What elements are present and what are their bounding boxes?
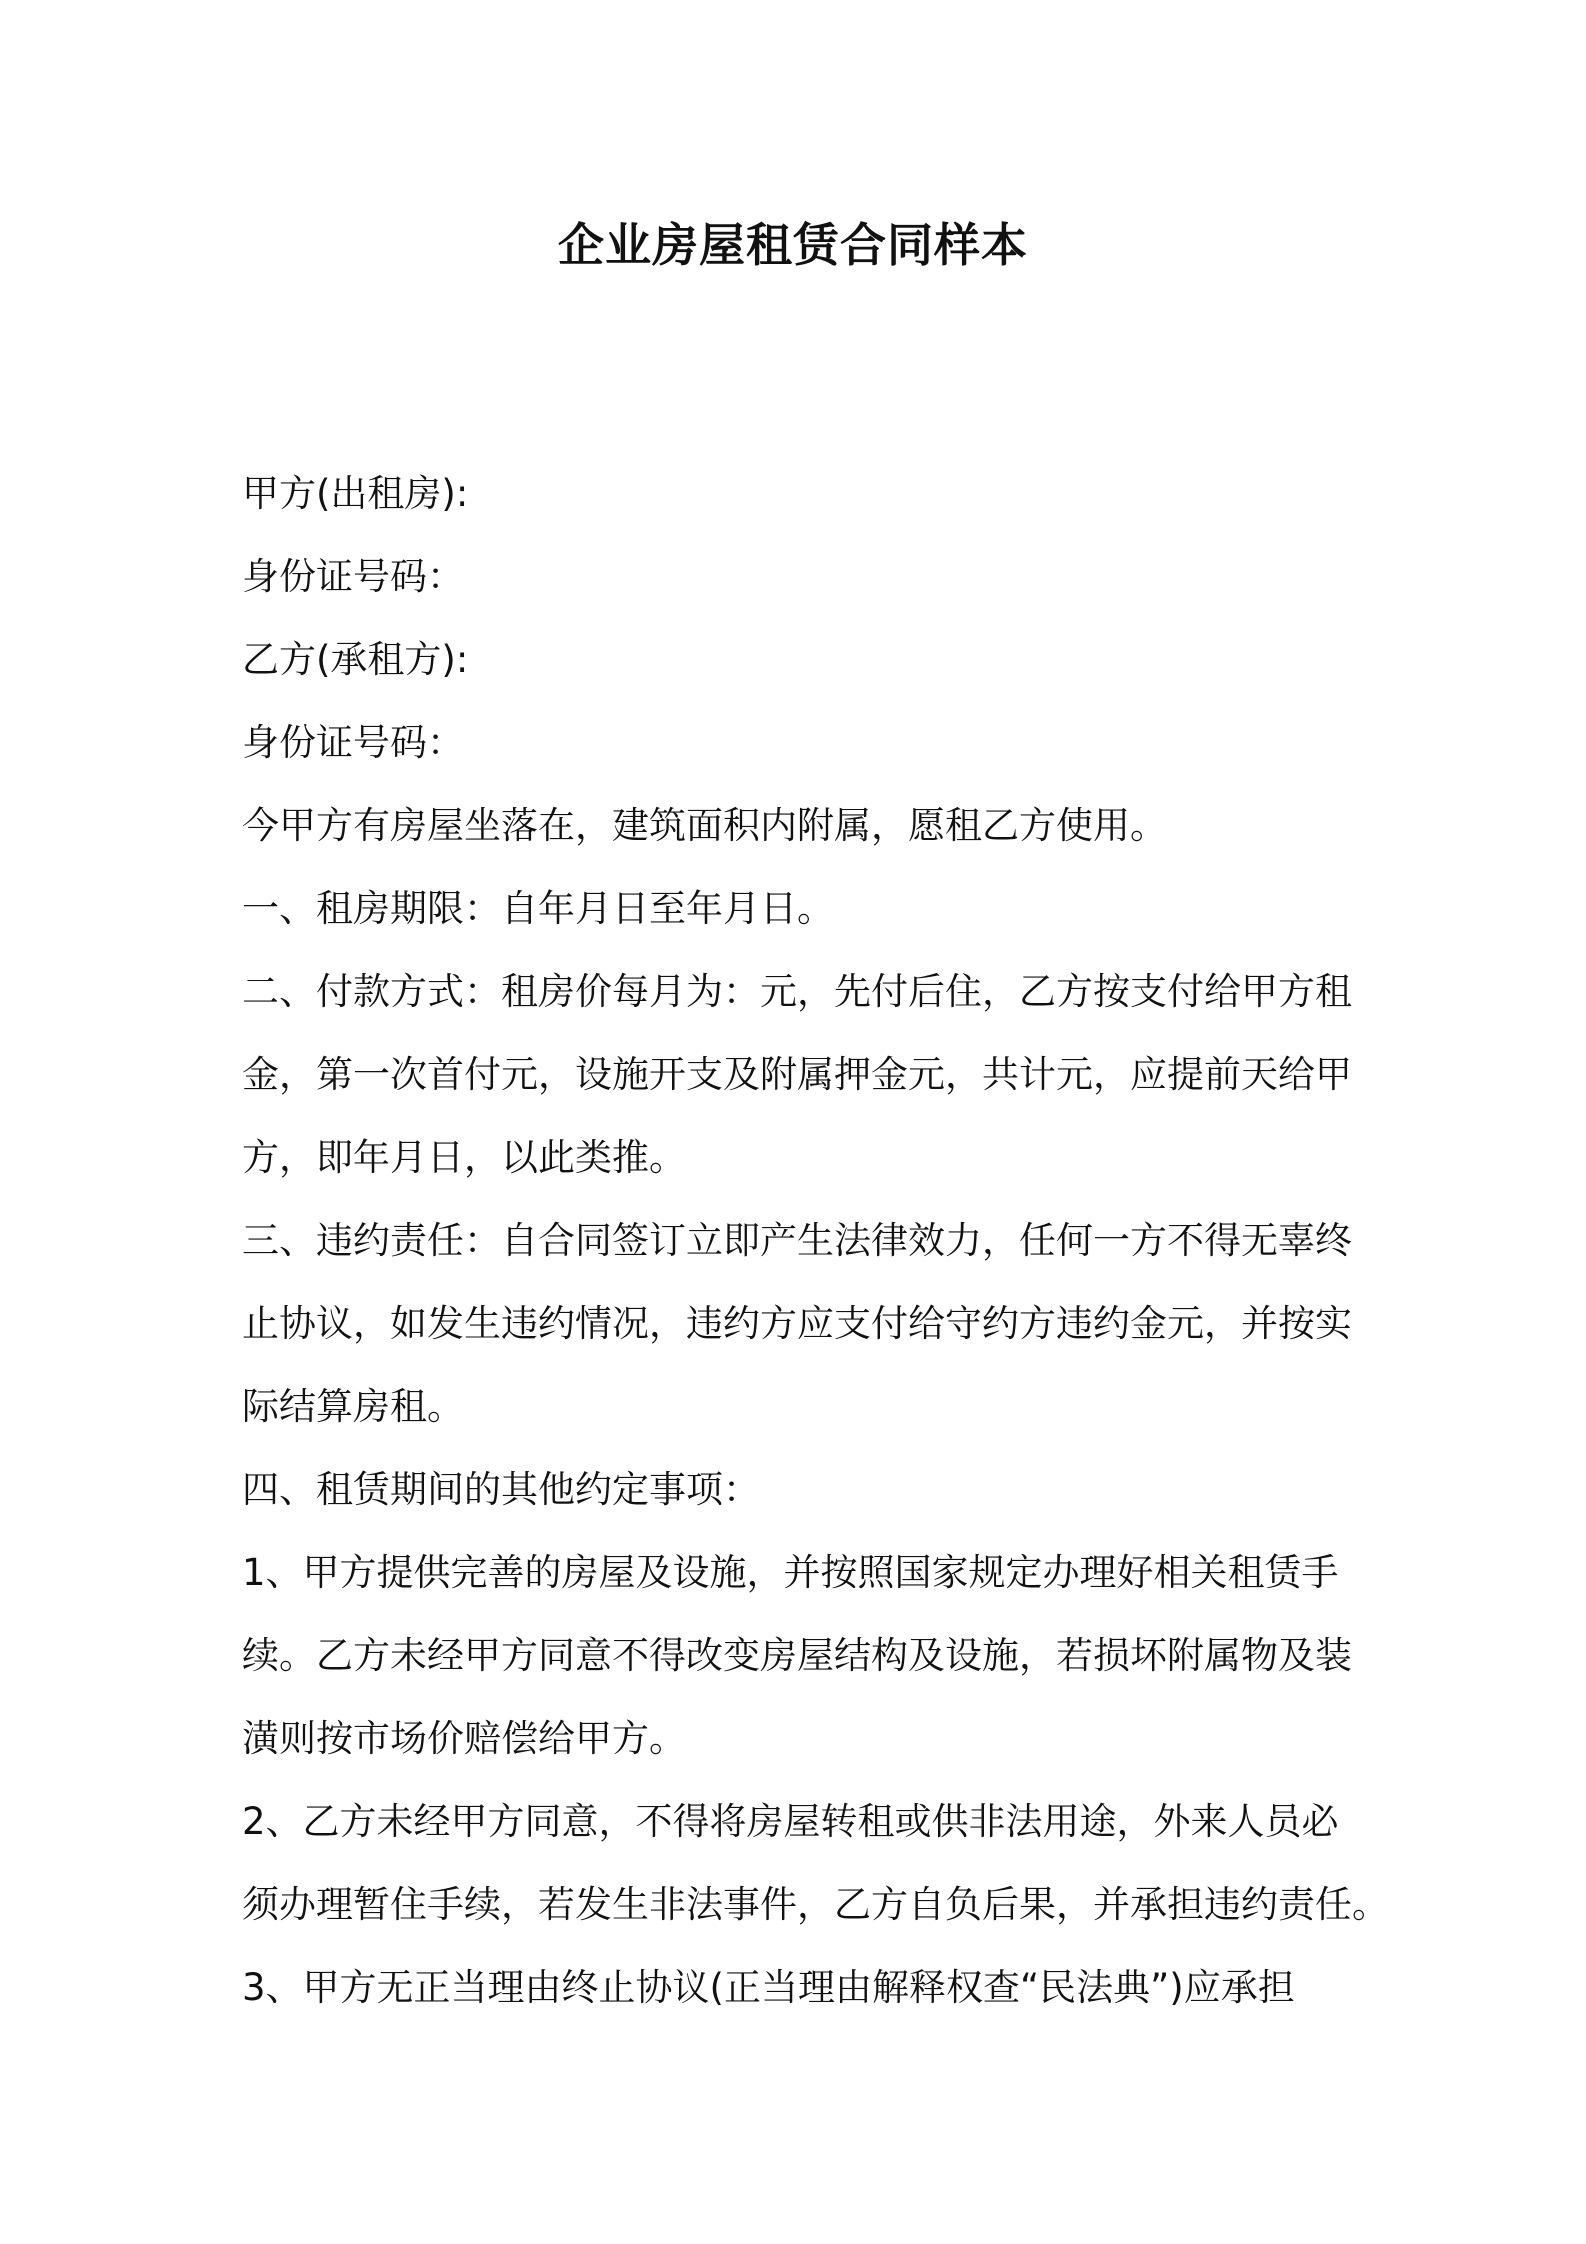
line-intro: 今甲方有房屋坐落在，建筑面积内附属，愿租乙方使用。	[242, 804, 1167, 847]
line-liability-3: 际结算房租。	[242, 1385, 464, 1428]
line-party-a: 甲方(出租房):	[242, 472, 469, 515]
line-item1-2: 续。乙方未经甲方同意不得改变房屋结构及设施，若损坏附属物及装	[242, 1634, 1352, 1677]
line-party-a-id: 身份证号码：	[242, 555, 464, 598]
line-item3-1: 3、甲方无正当理由终止协议(正当理由解释权查“民法典”)应承担	[242, 1966, 1295, 2009]
line-payment-3: 方，即年月日，以此类推。	[242, 1136, 686, 1179]
document-body	[242, 452, 1389, 2029]
line-party-b: 乙方(承租方):	[242, 638, 469, 681]
line-party-b-id: 身份证号码：	[242, 721, 464, 764]
document-title: 企业房屋租赁合同样本	[558, 218, 1028, 272]
line-term: 一、租房期限：自年月日至年月日。	[242, 887, 834, 930]
line-item2-1: 2、乙方未经甲方同意，不得将房屋转租或供非法用途，外来人员必	[242, 1800, 1339, 1843]
line-item2-2: 须办理暂住手续，若发生非法事件，乙方自负后果，并承担违约责任。	[242, 1883, 1389, 1926]
line-item1-1: 1、甲方提供完善的房屋及设施，并按照国家规定办理好相关租赁手	[242, 1551, 1339, 1594]
line-liability-2: 止协议，如发生违约情况，违约方应支付给守约方违约金元，并按实	[242, 1302, 1352, 1345]
line-liability-1: 三、违约责任：自合同签订立即产生法律效力，任何一方不得无辜终	[242, 1219, 1352, 1262]
line-other-heading: 四、租赁期间的其他约定事项：	[242, 1468, 760, 1511]
line-payment-1: 二、付款方式：租房价每月为：元，先付后住，乙方按支付给甲方租	[242, 970, 1352, 1013]
line-item1-3: 潢则按市场价赔偿给甲方。	[242, 1717, 686, 1760]
line-payment-2: 金，第一次首付元，设施开支及附属押金元，共计元，应提前天给甲	[242, 1053, 1352, 1096]
